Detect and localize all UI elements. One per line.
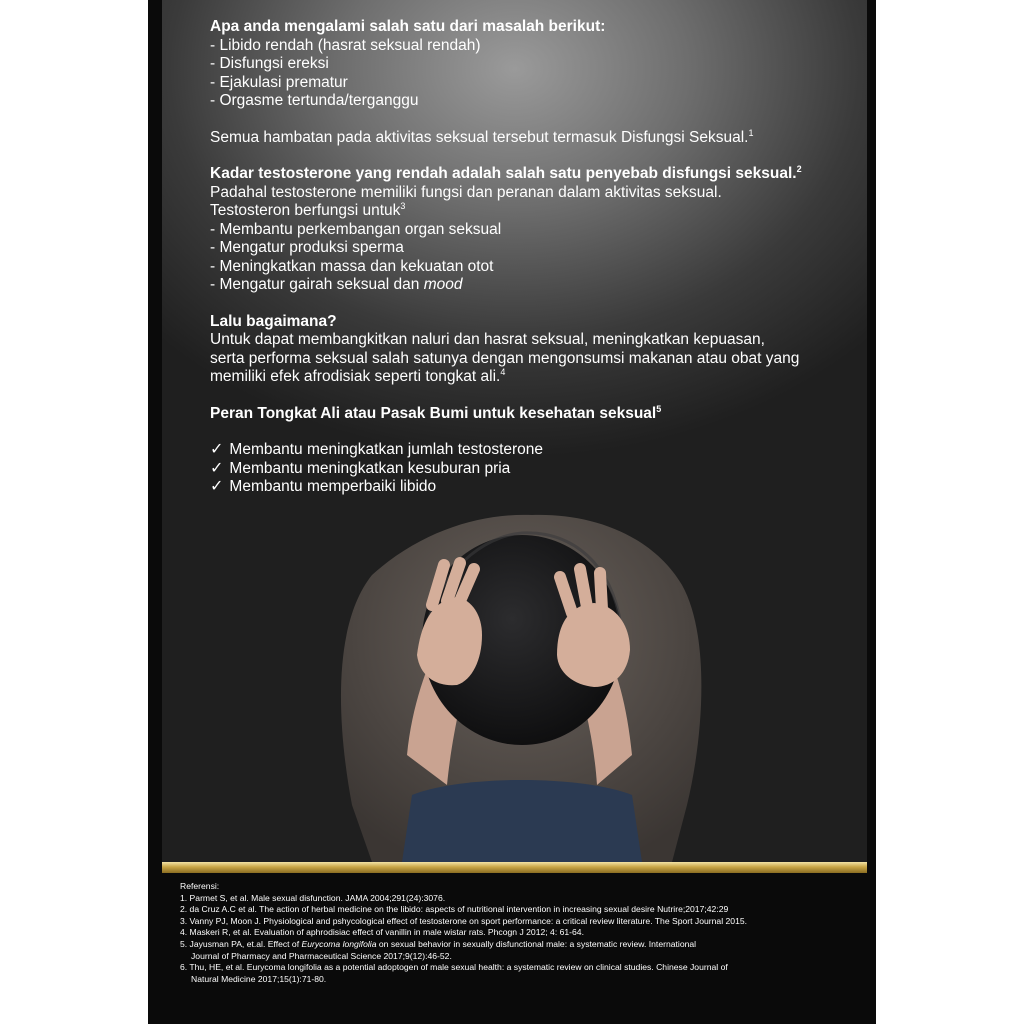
symptom-item: - Disfungsi ereksi xyxy=(210,55,329,72)
reference-item: 2. da Cruz A.C et al. The action of herbal medicine on the libido: aspects of nutritional intervention in increasing sexual desire Nutrire;2017;42:29 xyxy=(180,904,729,915)
testosterone-heading: Kadar testosterone yang rendah adalah salah satu penyebab disfungsi seksual.$^2$ xyxy=(210,163,802,182)
stressed-man-illustration xyxy=(332,505,712,862)
testosterone-line: Padahal testosterone memiliki fungsi dan peranan dalam aktivitas seksual. xyxy=(210,183,722,201)
symptom-item: - Libido rendah (hasrat seksual rendah) xyxy=(210,36,481,54)
how-line: serta performa seksual salah satunya dengan mengonsumsi makanan atau obat yang xyxy=(210,349,800,367)
reference-item-continued: Journal of Pharmacy and Pharmaceutical Science 2017;9(12):46-52. xyxy=(191,950,452,961)
benefit-item: ✓ Membantu meningkatkan kesuburan pria xyxy=(210,459,511,477)
reference-item: 4. Maskeri R, et al. Evaluation of aphrodisiac effect of vanillin in male wistar rats. Phcogn J 2012; 4: 61-64. xyxy=(180,927,584,938)
function-item: - Mengatur produksi sperma xyxy=(210,239,404,256)
content-panel xyxy=(162,0,867,862)
function-item: - Mengatur gairah seksual dan mood xyxy=(210,276,463,293)
reference-item: 6. Thu, HE, et al. Eurycoma longifolia as a potential adoptogen of male sexual health: a systematic review on clinical studies. Chinese Journal of xyxy=(180,962,728,973)
benefit-item: ✓ Membantu memperbaiki libido xyxy=(210,478,437,495)
gold-divider xyxy=(162,862,867,873)
check-icon: ✓ xyxy=(210,441,224,458)
how-line: Untuk dapat membangkitkan naluri dan hasrat seksual, meningkatkan kepuasan, xyxy=(210,331,765,348)
check-icon: ✓ xyxy=(210,478,224,495)
main-text xyxy=(210,18,850,497)
reference-item: 1. Parmet S, et al. Male sexual disfunction. JAMA 2004;291(24):3076. xyxy=(180,892,446,903)
benefit-item: ✓ Membantu meningkatkan jumlah testosterone xyxy=(210,441,544,458)
reference-item-continued: Natural Medicine 2017;15(1):71-80. xyxy=(191,973,327,984)
symptom-item: - Ejakulasi prematur xyxy=(210,73,348,91)
question-heading: Apa anda mengalami salah satu dari masalah berikut: xyxy=(210,18,606,35)
symptom-item: - Orgasme tertunda/terganggu xyxy=(210,92,419,109)
reference-item: 5. Jayusman PA, et.al. Effect of Eurycoma longifolia on sexual behavior in sexually disfunctional male: a systematic review. International xyxy=(180,938,697,949)
summary-text: Semua hambatan pada aktivitas seksual tersebut termasuk Disfungsi Seksual.$^1$ xyxy=(210,127,754,146)
poster xyxy=(148,0,876,1024)
function-item: - Membantu perkembangan organ seksual xyxy=(210,220,502,238)
check-icon: ✓ xyxy=(210,459,224,477)
testosterone-line: Testosteron berfungsi untuk$^3$ xyxy=(210,200,406,219)
references xyxy=(180,881,860,985)
references-title: Referensi: xyxy=(180,881,220,891)
how-heading: Lalu bagaimana? xyxy=(210,312,337,330)
function-item: - Meningkatkan massa dan kekuatan otot xyxy=(210,257,494,275)
role-heading: Peran Tongkat Ali atau Pasak Bumi untuk kesehatan seksual$^5$ xyxy=(210,403,662,422)
how-line: memiliki efek afrodisiak seperti tongkat ali.$^4$ xyxy=(210,366,506,385)
reference-item: 3. Vanny PJ, Moon J. Physiological and pshycological effect of testosterone on sport performance: a critical review literature. The Sport Journal 2015. xyxy=(180,915,748,926)
